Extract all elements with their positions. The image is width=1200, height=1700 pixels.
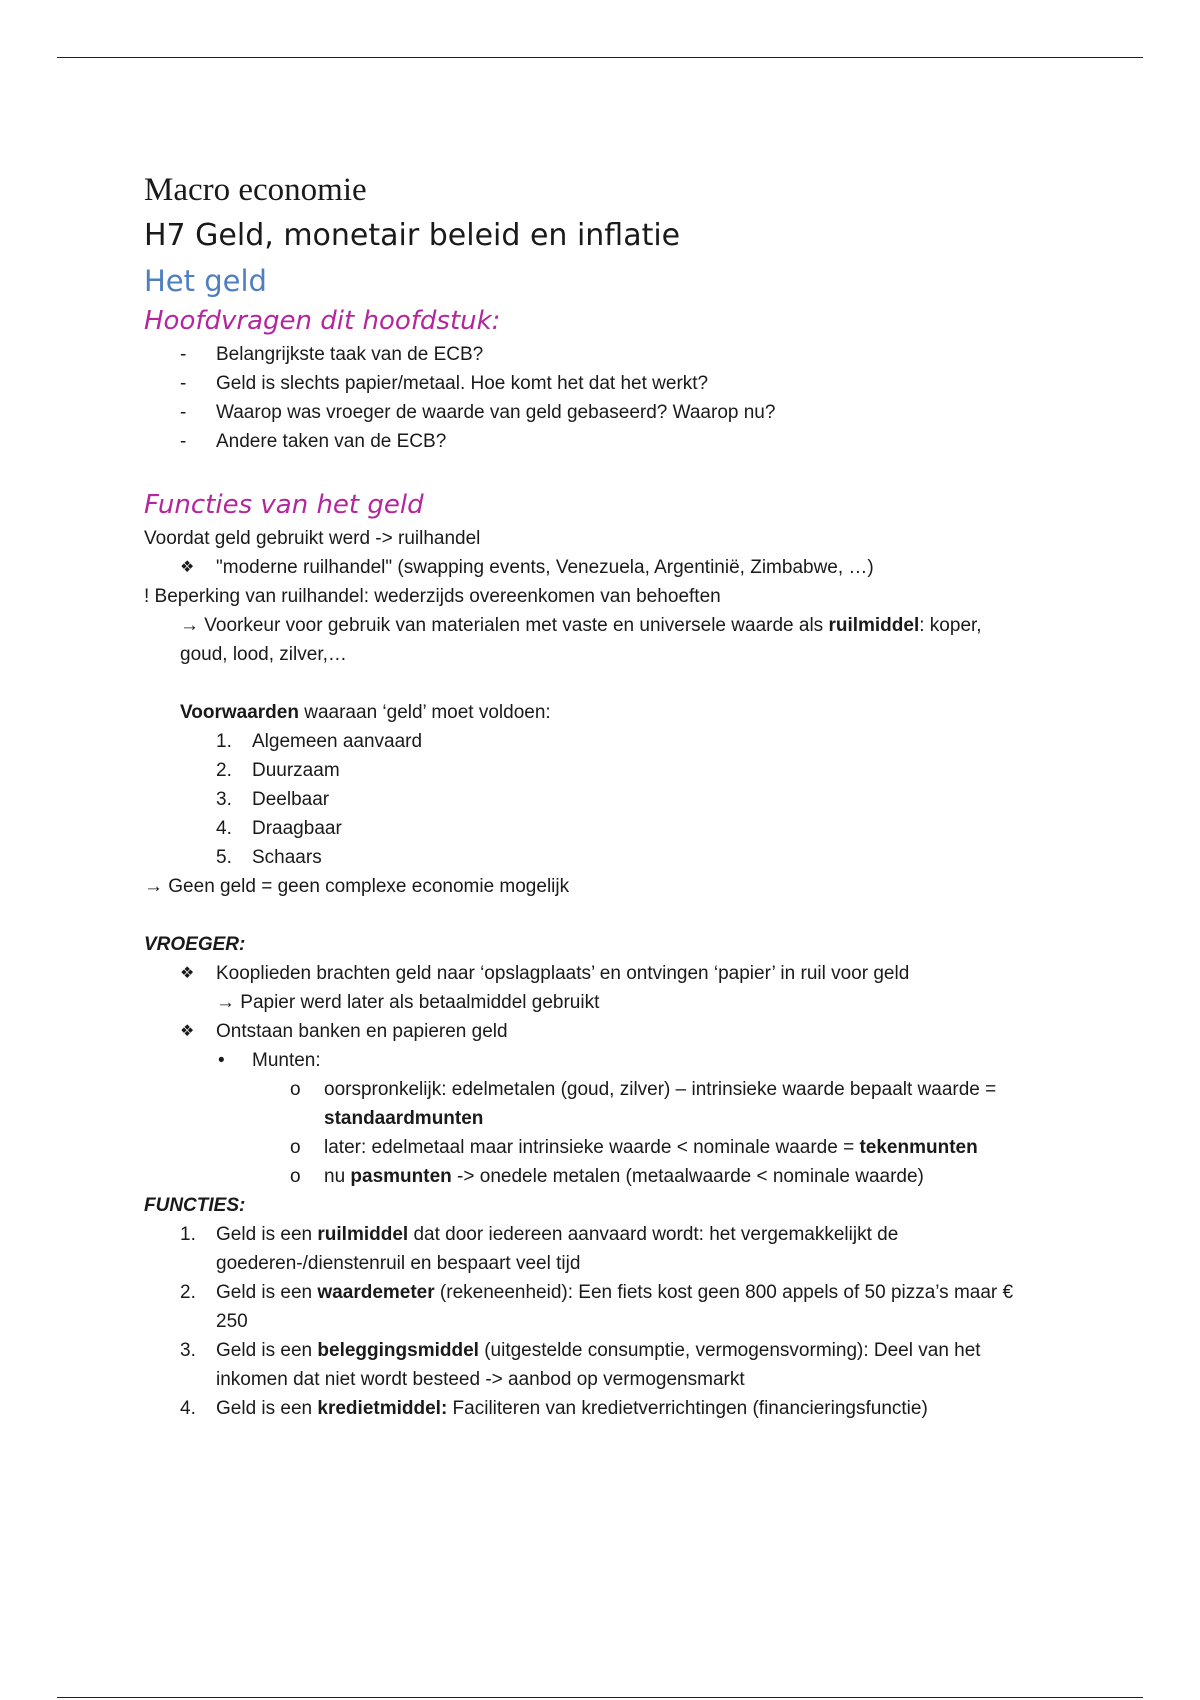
list-number: 2.: [180, 1282, 196, 1303]
functions-heading: Functies van het geld: [144, 490, 424, 520]
list-item: [144, 1220, 1064, 1278]
conditions-intro: [144, 698, 1064, 727]
list-text: Geld is een: [216, 1282, 318, 1303]
list-text: 250: [216, 1311, 248, 1332]
preference-line-2: goud, lood, zilver,…: [180, 644, 347, 665]
list-number: 4.: [216, 818, 232, 839]
list-item: [144, 814, 1064, 843]
list-text: Algemeen aanvaard: [252, 731, 423, 752]
chapter-title: H7 Geld, monetair beleid en inflatie: [144, 218, 681, 253]
list-item: [144, 727, 1064, 756]
coin-3-bold: pasmunten: [350, 1166, 452, 1187]
circle-bullet-icon: o: [290, 1079, 301, 1100]
list-number: 1.: [180, 1224, 196, 1245]
diamond-bullet-icon: ❖: [180, 965, 195, 982]
circle-bullet-icon: o: [290, 1137, 301, 1158]
list-number: 1.: [216, 731, 232, 752]
list-text: Duurzaam: [252, 760, 340, 781]
list-text: dat door iedereen aanvaard wordt: het vergemakkelijkt de: [408, 1224, 899, 1245]
list-bold: ruilmiddel: [317, 1224, 409, 1245]
list-number: 5.: [216, 847, 232, 868]
list-item: [144, 1278, 1064, 1336]
list-bold: kredietmiddel:: [317, 1398, 448, 1419]
list-item: [144, 1336, 1064, 1394]
list-text: Geld is een: [216, 1224, 318, 1245]
coins-label: Munten:: [252, 1050, 321, 1071]
doc-title: Macro economie: [144, 172, 367, 208]
list-item: [144, 1017, 1064, 1046]
list-text: goederen-/dienstenruil en bespaart veel tijd: [216, 1253, 581, 1274]
past-heading: VROEGER:: [144, 934, 246, 955]
list-item: [144, 1046, 1064, 1075]
past-item-1-sub: → Papier werd later als betaalmiddel gebruikt: [216, 992, 600, 1013]
coin-1-text: oorspronkelijk: edelmetalen (goud, zilver) – intrinsieke waarde bepaalt waarde =: [324, 1079, 997, 1100]
list-item: [144, 1162, 1064, 1191]
preference-paragraph: [144, 611, 1064, 669]
list-item: - Geld is slechts papier/metaal. Hoe komt het dat het werkt?: [144, 369, 1064, 398]
past-item-2: Ontstaan banken en papieren geld: [216, 1021, 508, 1042]
preference-bold: ruilmiddel: [828, 615, 920, 636]
list-item: [144, 785, 1064, 814]
list-text: inkomen dat niet wordt besteed -> aanbod op vermogensmarkt: [216, 1369, 745, 1390]
list-text: Geld is een: [216, 1398, 318, 1419]
section-heading: Het geld: [144, 264, 267, 298]
list-text: (rekeneenheid): Een fiets kost geen 800 appels of 50 pizza’s maar €: [434, 1282, 1014, 1303]
coin-2-bold: tekenmunten: [859, 1137, 978, 1158]
list-number: 2.: [216, 760, 232, 781]
preference-text: → Voorkeur voor gebruik van materialen met vaste en universele waarde als: [180, 615, 829, 636]
list-text: (uitgestelde consumptie, vermogensvorming): Deel van het: [478, 1340, 981, 1361]
list-number: 3.: [180, 1340, 196, 1361]
list-item: - Andere taken van de ECB?: [144, 427, 1064, 456]
conditions-list: [144, 727, 1064, 872]
diamond-bullet-icon: ❖: [180, 559, 195, 576]
circle-bullet-icon: o: [290, 1166, 301, 1187]
list-bold: beleggingsmiddel: [317, 1340, 479, 1361]
list-item: [144, 756, 1064, 785]
bullet-icon: •: [218, 1050, 225, 1071]
list-item: - Waarop was vroeger de waarde van geld gebaseerd? Waarop nu?: [144, 398, 1064, 427]
modern-barter-text: "moderne ruilhandel" (swapping events, Venezuela, Argentinië, Zimbabwe, …): [216, 557, 874, 578]
conditions-rest: waaraan ‘geld’ moet voldoen:: [298, 702, 551, 723]
list-item: [144, 959, 1064, 1017]
diamond-bullet-icon: ❖: [180, 1023, 195, 1040]
list-item: [144, 1075, 1064, 1133]
list-text: Deelbaar: [252, 789, 330, 810]
list-item: [144, 553, 1064, 582]
list-item: [144, 1133, 1064, 1162]
main-questions-list: [144, 340, 1064, 456]
header-rule: [57, 57, 1143, 58]
list-text: Schaars: [252, 847, 322, 868]
coin-1-bold: standaardmunten: [324, 1108, 484, 1129]
conditions-bold: Voorwaarden: [180, 702, 299, 723]
list-text: Draagbaar: [252, 818, 342, 839]
list-text: Faciliteren van kredietverrichtingen (financieringsfunctie): [447, 1398, 928, 1419]
functions-label: FUNCTIES:: [144, 1195, 246, 1216]
list-item: [144, 1394, 1064, 1423]
coin-2-text: later: edelmetaal maar intrinsieke waarde < nominale waarde =: [324, 1137, 860, 1158]
functions-list: [144, 1220, 1064, 1423]
limitation-line: ! Beperking van ruilhandel: wederzijds overeenkomen van behoeften: [144, 586, 721, 607]
list-number: 4.: [180, 1398, 196, 1419]
list-item: [144, 843, 1064, 872]
list-item: - Belangrijkste taak van de ECB?: [144, 340, 1064, 369]
main-questions-heading: Hoofdvragen dit hoofdstuk:: [144, 306, 501, 336]
barter-line: Voordat geld gebruikt werd -> ruilhandel: [144, 528, 481, 549]
list-text: Geld is een: [216, 1340, 318, 1361]
coin-3-text: nu: [324, 1166, 351, 1187]
document-body: [144, 168, 1064, 1423]
preference-tail: : koper,: [919, 615, 982, 636]
list-bold: waardemeter: [317, 1282, 435, 1303]
coin-3-tail: -> onedele metalen (metaalwaarde < nominale waarde): [451, 1166, 924, 1187]
past-item-1: Kooplieden brachten geld naar ‘opslagplaats’ en ontvingen ‘papier’ in ruil voor geld: [216, 963, 910, 984]
list-number: 3.: [216, 789, 232, 810]
no-money-line: → Geen geld = geen complexe economie mogelijk: [144, 876, 570, 897]
footer-rule: [57, 1697, 1143, 1698]
